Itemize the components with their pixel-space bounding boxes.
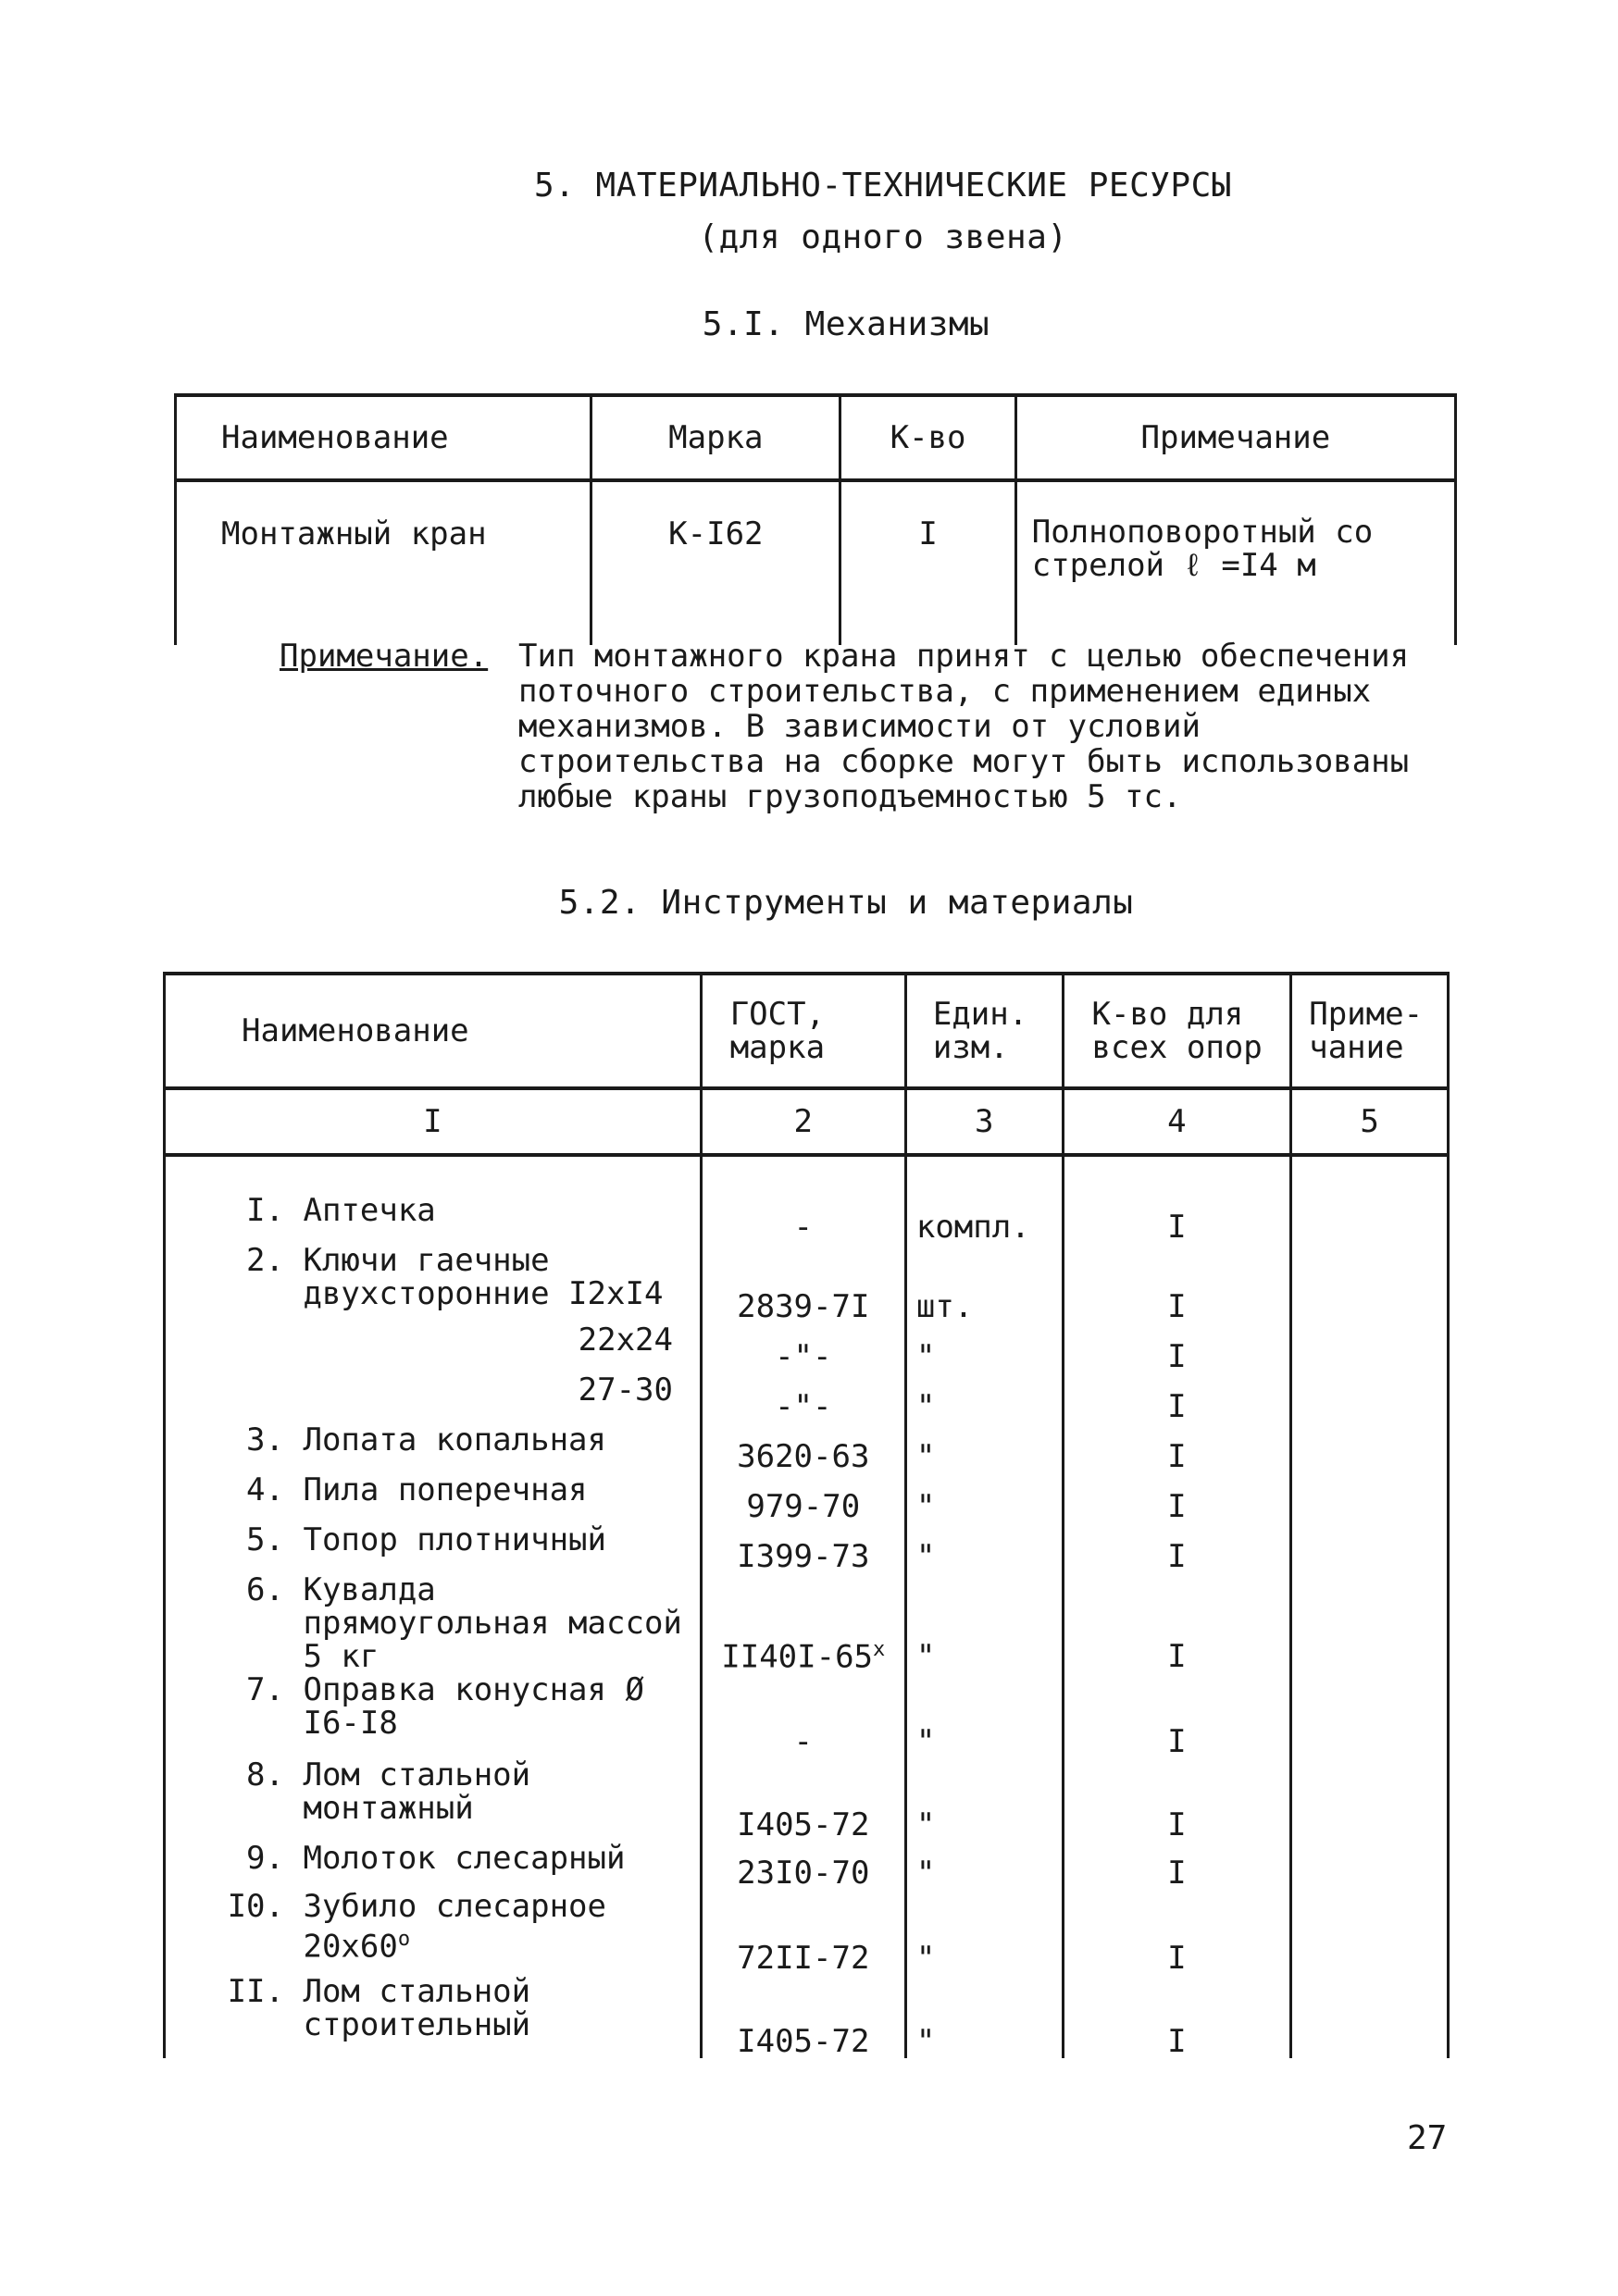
item-note [1291, 1573, 1449, 1673]
item-gost: -"- [701, 1323, 905, 1373]
table-row [165, 1573, 1449, 1673]
mech-qty: I [840, 480, 1015, 645]
item-unit: " [905, 1673, 1063, 1758]
item-qty: I [1063, 1758, 1291, 1842]
item-name: 27-30 [578, 1371, 673, 1409]
mech-mark: К-I62 [591, 480, 840, 645]
col-header-name: Наименование [176, 395, 591, 480]
item-gost: 3620-63 [701, 1423, 905, 1473]
item-unit: " [905, 1842, 1063, 1890]
item-qty: I [1063, 1523, 1291, 1573]
item-name-cell [165, 1523, 702, 1573]
item-name-wrap [303, 1888, 691, 1966]
item-qty: I [1063, 1673, 1291, 1758]
col-number-3: 3 [905, 1088, 1063, 1155]
item-gost: I399-73 [701, 1523, 905, 1573]
item-note [1291, 1890, 1449, 1975]
item-name-cell [165, 1842, 702, 1890]
page-number: 27 [1407, 2119, 1448, 2157]
table-row [165, 1423, 1449, 1473]
item-number: 9. [246, 1840, 284, 1877]
col-header-note-line1: Приме- [1309, 996, 1424, 1033]
item-name-cell [165, 1373, 702, 1423]
item-note [1291, 1975, 1449, 2058]
section-title: 5. МАТЕРИАЛЬНО-ТЕХНИЧЕСКИЕ РЕСУРСЫ [534, 167, 1232, 205]
col-header-gost [701, 974, 905, 1088]
item-name-cell [165, 1573, 702, 1673]
table-row [176, 480, 1456, 645]
item-gost: -"- [701, 1373, 905, 1423]
item-name-cell [165, 1323, 702, 1373]
col-header-gost-line2: марка [729, 1029, 826, 1066]
item-note [1291, 1323, 1449, 1373]
mechanisms-table [174, 393, 1457, 645]
item-number: 3. [246, 1421, 284, 1458]
item-unit: " [905, 1373, 1063, 1423]
mech-note-line1: Полноповоротный со [1031, 514, 1374, 551]
col-number-5: 5 [1291, 1088, 1449, 1155]
item-name-cell [165, 1423, 702, 1473]
item-qty: I [1063, 1323, 1291, 1373]
table-row [165, 1473, 1449, 1523]
table-row [165, 1842, 1449, 1890]
item-number: I. [246, 1192, 284, 1229]
item-number: 2. [246, 1242, 284, 1279]
item-number: II. [227, 1973, 284, 2010]
item-gost-superscript: x [873, 1637, 886, 1661]
col-number-2: 2 [701, 1088, 905, 1155]
col-header-gost-line1: ГОСТ, [729, 996, 826, 1033]
col-header-unit-line2: изм. [932, 1029, 1009, 1066]
item-note [1291, 1423, 1449, 1473]
col-header-qty-line2: всех опор [1091, 1029, 1263, 1066]
item-name: Молоток слесарный [303, 1840, 626, 1877]
item-name: Ключи гаечные двухсторонние I2xI4 [303, 1242, 664, 1312]
table-row [165, 1523, 1449, 1573]
item-name: Топор плотничный [303, 1521, 606, 1558]
item-number: 6. [246, 1571, 284, 1608]
item-name: Кувалда прямоугольная массой 5 кг [303, 1571, 682, 1675]
item-name-cell [165, 1758, 702, 1842]
item-qty: I [1063, 1473, 1291, 1523]
mech-note-line2: стрелой ℓ =I4 м [1031, 547, 1316, 584]
item-name: Лом стальной строительный [303, 1973, 531, 2043]
table-row [165, 1244, 1449, 1323]
item-note [1291, 1244, 1449, 1323]
tools-table [163, 972, 1450, 2058]
item-name-cell [165, 1975, 702, 2058]
item-qty: I [1063, 1573, 1291, 1673]
item-name-cell [165, 1673, 702, 1758]
item-number: I0. [227, 1888, 284, 1925]
note-label: Примечание. [280, 638, 489, 675]
item-note [1291, 1373, 1449, 1423]
col-header-qty-line1: К-во для [1091, 996, 1244, 1033]
item-gost: 23I0-70 [701, 1842, 905, 1890]
item-qty: I [1063, 1194, 1291, 1244]
col-header-unit-line1: Един. [932, 996, 1028, 1033]
item-gost: I405-72 [701, 1975, 905, 2058]
item-name: Пила поперечная [303, 1471, 588, 1508]
column-number-row [165, 1088, 1449, 1155]
item-unit: компл. [905, 1194, 1063, 1244]
item-note [1291, 1758, 1449, 1842]
col-header-name: Наименование [165, 974, 702, 1088]
mech-name: Монтажный кран [176, 480, 591, 645]
item-unit: " [905, 1890, 1063, 1975]
table-header-row [165, 974, 1449, 1088]
tools-title: 5.2. Инструменты и материалы [558, 884, 1134, 922]
col-header-qty [1063, 974, 1291, 1088]
table-row [165, 1673, 1449, 1758]
item-unit: " [905, 1573, 1063, 1673]
item-unit: " [905, 1758, 1063, 1842]
item-number: 7. [246, 1671, 284, 1708]
item-note [1291, 1473, 1449, 1523]
item-qty: I [1063, 1373, 1291, 1423]
item-gost: 979-70 [701, 1473, 905, 1523]
table-header-row [176, 395, 1456, 480]
item-gost: - [701, 1673, 905, 1758]
item-name-cell [165, 1473, 702, 1523]
item-gost: 72II-72 [701, 1890, 905, 1975]
section-subtitle: (для одного звена) [698, 218, 1068, 256]
item-name: Зубило слесарное 20x60 [303, 1888, 606, 1966]
item-name: Оправка конусная Ø I6-I8 [303, 1671, 644, 1742]
mechanisms-title: 5.I. Механизмы [702, 305, 990, 343]
item-name: Лопата копальная [303, 1421, 606, 1458]
note-block [280, 639, 1455, 814]
item-gost: 2839-7I [701, 1244, 905, 1323]
col-number-4: 4 [1063, 1088, 1291, 1155]
item-name-superscript: o [397, 1928, 411, 1951]
col-header-note [1291, 974, 1449, 1088]
item-qty: I [1063, 1244, 1291, 1323]
item-unit: шт. [905, 1244, 1063, 1323]
item-gost: I405-72 [701, 1758, 905, 1842]
item-unit: " [905, 1323, 1063, 1373]
item-gost: II40I-65 [721, 1638, 874, 1675]
item-number: 4. [246, 1471, 284, 1508]
table-row [165, 1758, 1449, 1842]
col-header-mark: Марка [591, 395, 840, 480]
item-note [1291, 1194, 1449, 1244]
col-header-note-line2: чание [1309, 1029, 1404, 1066]
item-gost-cell [701, 1573, 905, 1673]
item-qty: I [1063, 1423, 1291, 1473]
item-unit: " [905, 1423, 1063, 1473]
item-unit: " [905, 1473, 1063, 1523]
item-name-cell [165, 1890, 702, 1975]
col-header-qty: К-во [840, 395, 1015, 480]
item-qty: I [1063, 1842, 1291, 1890]
item-name: Лом стальной монтажный [303, 1756, 531, 1827]
item-unit: " [905, 1975, 1063, 2058]
table-row [165, 1890, 1449, 1975]
item-unit: " [905, 1523, 1063, 1573]
item-gost: - [701, 1194, 905, 1244]
table-row [165, 1194, 1449, 1244]
item-number: 5. [246, 1521, 284, 1558]
item-name: Аптечка [303, 1192, 436, 1229]
item-name-cell [165, 1244, 702, 1323]
mech-note [1015, 480, 1455, 645]
item-note [1291, 1842, 1449, 1890]
table-row [165, 1373, 1449, 1423]
table-row [165, 1323, 1449, 1373]
item-name: 22x24 [578, 1322, 673, 1359]
table-row [165, 1975, 1449, 2058]
item-qty: I [1063, 1975, 1291, 2058]
item-note [1291, 1673, 1449, 1758]
item-qty: I [1063, 1890, 1291, 1975]
spacer-row [165, 1155, 1449, 1194]
item-name-cell [165, 1194, 702, 1244]
item-number: 8. [246, 1756, 284, 1793]
col-number-1: I [165, 1088, 702, 1155]
col-header-note: Примечание [1015, 395, 1455, 480]
col-header-unit [905, 974, 1063, 1088]
note-text: Тип монтажного крана принят с целью обеспечения поточного строительства, с применением единых механизмов. В зависимости от условий строительства на сборке могут быть использованы любые краны грузоподъемностью 5 тс. [518, 638, 1410, 815]
item-note [1291, 1523, 1449, 1573]
